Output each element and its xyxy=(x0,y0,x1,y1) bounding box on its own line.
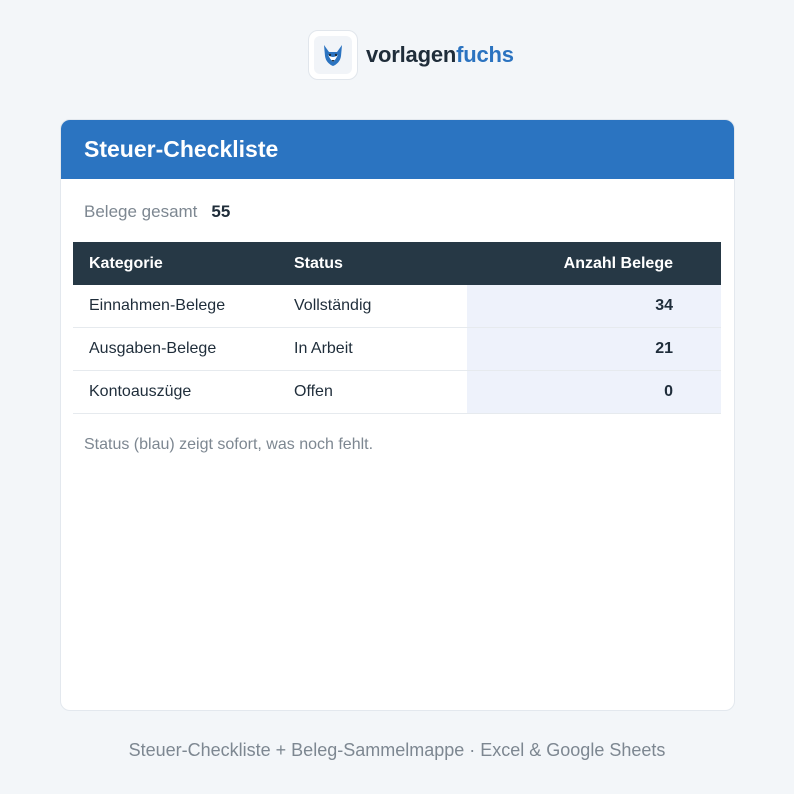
status-note: Status (blau) zeigt sofort, was noch fehlt. xyxy=(84,436,374,453)
cell-status: Vollständig xyxy=(278,285,467,328)
cell-kategorie: Kontoauszüge xyxy=(73,371,278,414)
checklist-card xyxy=(60,119,735,711)
brand-logo xyxy=(308,29,514,81)
brand-name-part1: vorlagen xyxy=(366,42,457,67)
cell-status: Offen xyxy=(278,371,467,414)
fox-head-icon xyxy=(320,42,346,68)
card-header xyxy=(61,120,734,179)
logo-inner xyxy=(314,36,352,74)
brand-name xyxy=(366,42,514,68)
cell-anzahl: 21 xyxy=(467,328,721,371)
summary-value: 55 xyxy=(211,202,231,221)
logo-box xyxy=(308,30,358,80)
table-row xyxy=(73,285,721,328)
brand-name-part2: fuchs xyxy=(456,42,514,67)
summary-row xyxy=(84,202,230,222)
cell-kategorie: Ausgaben-Belege xyxy=(73,328,278,371)
cell-anzahl: 34 xyxy=(467,285,721,328)
cell-status: In Arbeit xyxy=(278,328,467,371)
cell-kategorie: Einnahmen-Belege xyxy=(73,285,278,328)
card-title: Steuer-Checkliste xyxy=(84,136,279,162)
summary-label: Belege gesamt xyxy=(84,202,198,221)
column-header-status: Status xyxy=(278,242,467,285)
table-row xyxy=(73,371,721,414)
table-row xyxy=(73,328,721,371)
column-header-kategorie: Kategorie xyxy=(73,242,278,285)
checklist-table xyxy=(73,242,721,414)
cell-anzahl: 0 xyxy=(467,371,721,414)
column-header-anzahl: Anzahl Belege xyxy=(467,242,721,285)
footer-caption: Steuer-Checkliste + Beleg-Sammelmappe · Excel & Google Sheets xyxy=(128,740,666,760)
table-header-row xyxy=(73,242,721,285)
